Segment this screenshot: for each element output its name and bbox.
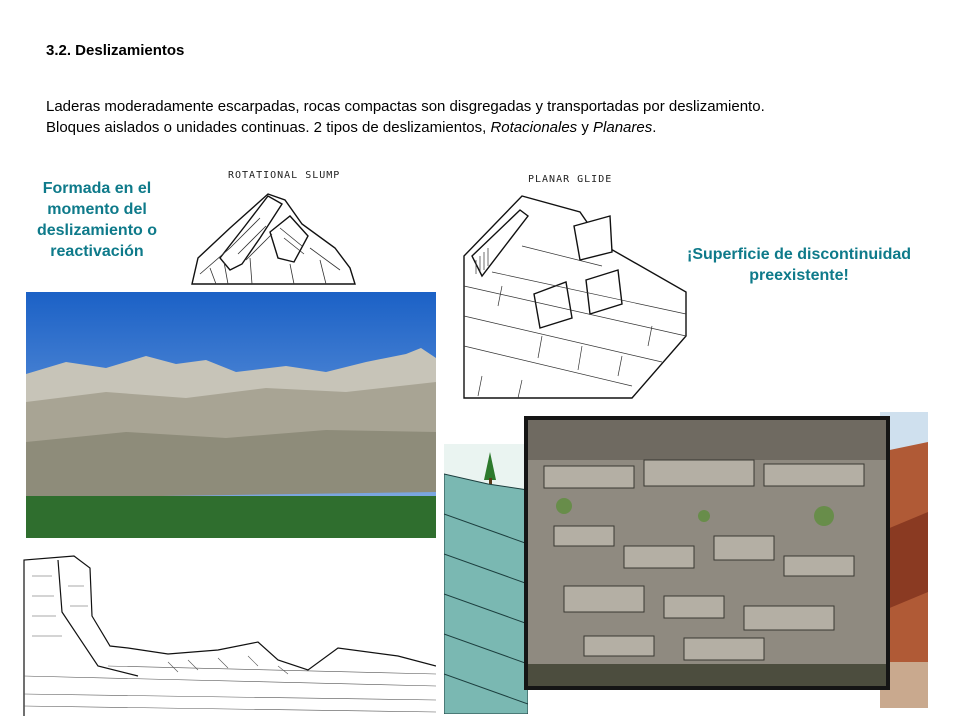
type-planar: Planares [593, 119, 653, 136]
intro-line-2: Bloques aislados o unidades continuas. 2 tipos de deslizamientos, Rotacionales y Planares. [46, 119, 657, 136]
rotational-slump-diagram [190, 188, 360, 286]
cross-section-diagram [18, 546, 436, 716]
slide-heading: 3.2. Deslizamientos [46, 42, 185, 59]
callout-rotational: Formada en el momento del deslizamiento o reactivación [36, 180, 158, 260]
planar-glide-diagram [462, 186, 688, 402]
planar-glide-title: PLANAR GLIDE [528, 174, 613, 185]
landscape-photo [26, 292, 436, 538]
outcrop-photo [524, 416, 890, 690]
type-rotational: Rotacionales [490, 119, 578, 136]
rotational-slump-title: ROTATIONAL SLUMP [228, 170, 341, 181]
intro-line-1: Laderas moderadamente escarpadas, rocas compactas son disgregadas y transportadas por deslizamiento. [46, 98, 765, 115]
intro-paragraph [46, 96, 946, 138]
tilted-strata-diagram [444, 444, 528, 714]
callout-planar: ¡Superficie de discontinuidad preexistente! [686, 246, 912, 284]
